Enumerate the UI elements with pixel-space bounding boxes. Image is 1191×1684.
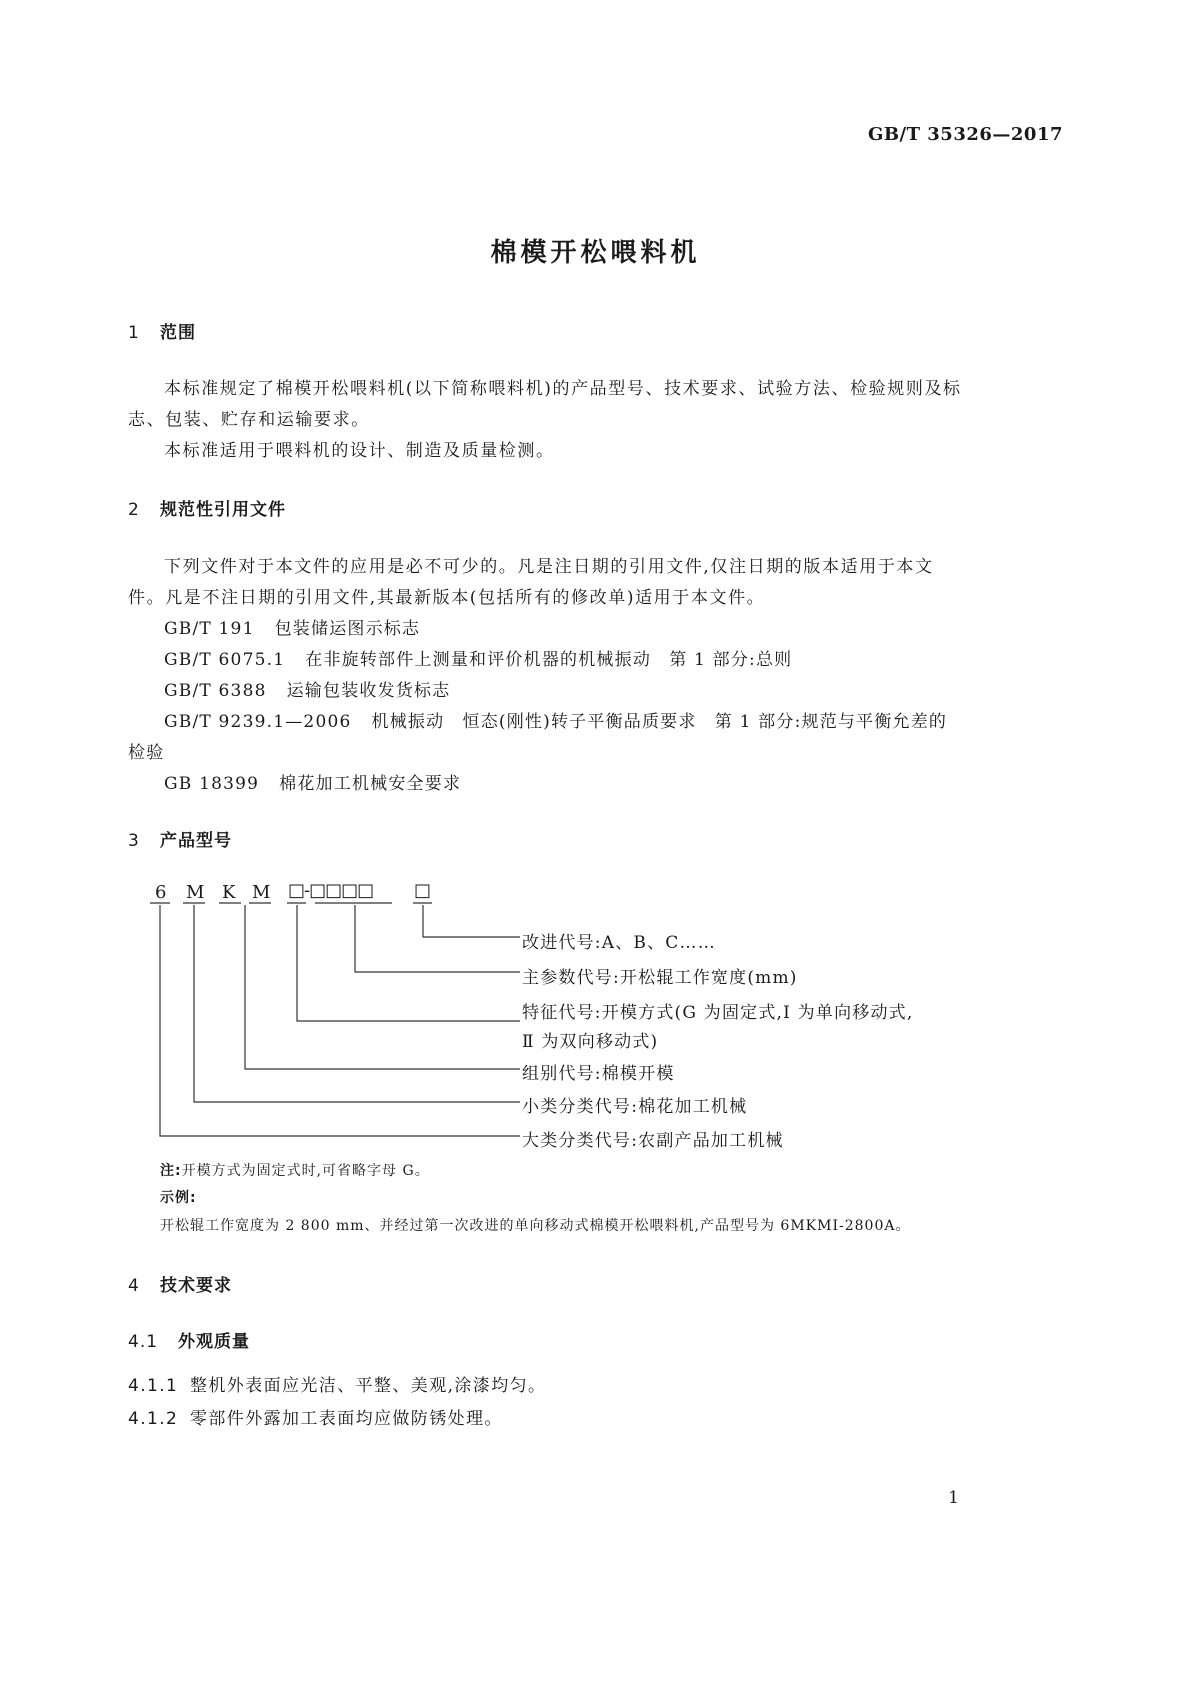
note-label: 注: <box>160 1163 182 1179</box>
section-title: 产品型号 <box>160 831 232 851</box>
document-title: 棉模开松喂料机 <box>490 238 701 268</box>
section-number: 1 <box>128 323 140 343</box>
leader-feature <box>297 905 520 1021</box>
note <box>160 1160 430 1180</box>
section-number: 3 <box>128 831 140 851</box>
reference-continuation: 检验 <box>128 743 165 763</box>
example-label-text: 示例: <box>160 1190 197 1206</box>
normative-intro-line1: 下列文件对于本文件的应用是必不可少的。凡是注日期的引用文件,仅注日期的版本适用于本文 <box>164 557 934 577</box>
scope-paragraph-line2: 志、包装、贮存和运输要求。 <box>128 410 370 430</box>
example-label <box>160 1187 197 1207</box>
subsection-4-1-heading <box>128 1327 250 1352</box>
reference-title: 包装储运图示标志 <box>274 619 421 639</box>
reference-code: GB/T 6388 <box>164 681 267 701</box>
subsection-number: 4.1 <box>128 1332 159 1352</box>
section-title: 技术要求 <box>160 1276 232 1296</box>
label-feature-line2: Ⅱ 为双向移动式) <box>522 1032 659 1052</box>
model-char-k: K <box>222 882 236 903</box>
label-feature-line1: 特征代号:开模方式(G 为固定式,Ⅰ 为单向移动式, <box>522 1003 914 1023</box>
page-number: 1 <box>948 1488 959 1508</box>
clause-4-1-1 <box>128 1371 546 1396</box>
model-char-m2: M <box>252 882 271 903</box>
reference-code: GB 18399 <box>164 774 260 794</box>
reference-code: GB/T 9239.1—2006 <box>164 712 352 732</box>
leader-subcategory <box>194 905 520 1102</box>
clause-text: 零部件外露加工表面均应做防锈处理。 <box>190 1409 503 1429</box>
clause-text: 整机外表面应光洁、平整、美观,涂漆均匀。 <box>190 1376 547 1396</box>
normative-intro-line2: 件。凡是不注日期的引用文件,其最新版本(包括所有的修改单)适用于本文件。 <box>128 588 766 608</box>
label-subcategory: 小类分类代号:棉花加工机械 <box>522 1097 748 1117</box>
scope-paragraph-line1: 本标准规定了棉模开松喂料机(以下简称喂料机)的产品型号、技术要求、试验方法、检验规则及标 <box>164 379 962 399</box>
subsection-title: 外观质量 <box>178 1332 250 1352</box>
leader-main-param <box>355 905 520 972</box>
clause-4-1-2 <box>128 1404 503 1429</box>
model-char-m1: M <box>186 882 205 903</box>
section-title: 范围 <box>160 323 196 343</box>
label-group: 组别代号:棉模开模 <box>522 1064 675 1084</box>
leader-improvement <box>423 905 520 937</box>
reference-code: GB/T 191 <box>164 619 255 639</box>
label-improvement: 改进代号:A、B、C…… <box>522 933 716 953</box>
model-code-last-box: □ <box>414 880 432 901</box>
section-number: 4 <box>128 1276 140 1296</box>
section-title: 规范性引用文件 <box>160 500 286 520</box>
section-4-heading <box>128 1271 232 1296</box>
reference-title: 运输包装收发货标志 <box>286 681 451 701</box>
clause-number: 4.1.2 <box>128 1409 179 1429</box>
label-main-param: 主参数代号:开松辊工作宽度(mm) <box>522 968 798 988</box>
standard-number: GB/T 35326—2017 <box>867 124 1063 145</box>
scope-paragraph-2: 本标准适用于喂料机的设计、制造及质量检测。 <box>164 441 555 461</box>
clause-number: 4.1.1 <box>128 1376 179 1396</box>
example-text: 开松辊工作宽度为 2 800 mm、并经过第一次改进的单向移动式棉模开松喂料机,产品型号为 6MKMⅠ-2800A。 <box>160 1218 911 1234</box>
section-number: 2 <box>128 500 140 520</box>
reference-title: 机械振动 恒态(刚性)转子平衡品质要求 第 1 部分:规范与平衡允差的 <box>371 712 948 732</box>
model-char-6: 6 <box>155 882 167 903</box>
label-category: 大类分类代号:农副产品加工机械 <box>522 1131 784 1151</box>
reference-title: 棉花加工机械安全要求 <box>279 774 462 794</box>
note-text: 开模方式为固定式时,可省略字母 G。 <box>181 1163 430 1179</box>
reference-code: GB/T 6075.1 <box>164 650 286 670</box>
leader-group <box>245 905 520 1069</box>
model-code-boxes: □-□□□□ <box>288 880 374 901</box>
reference-title: 在非旋转部件上测量和评价机器的机械振动 第 1 部分:总则 <box>305 650 793 670</box>
